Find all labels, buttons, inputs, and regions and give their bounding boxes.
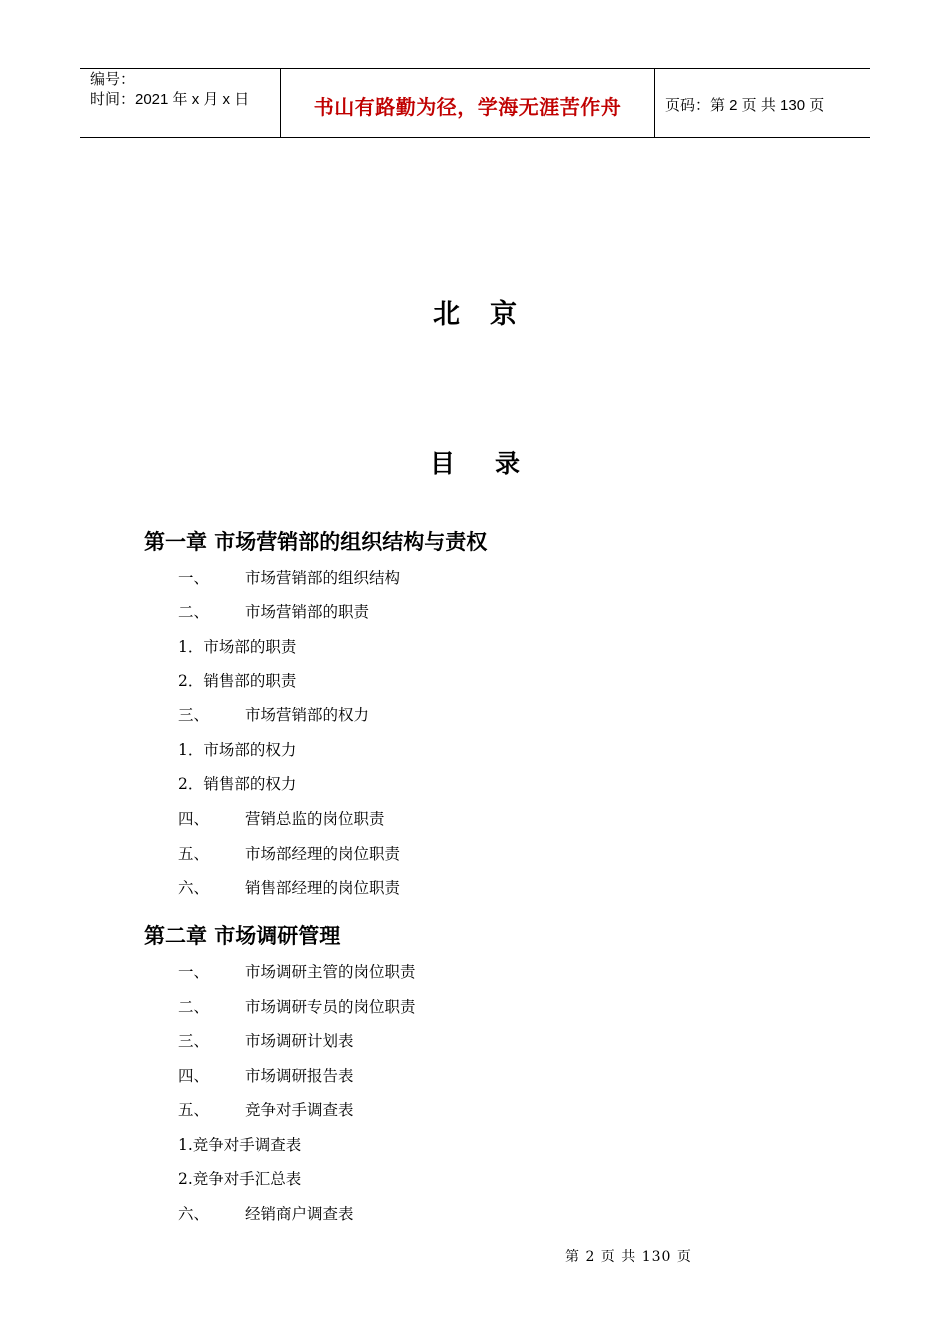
document-number-label: 编号： [90, 71, 136, 88]
toc-item-text: 市场调研主管的岗位职责 [245, 963, 416, 981]
toc-item-number: 四、 [178, 1067, 210, 1085]
header-motto-cell [281, 69, 655, 137]
header-page-info: 页码：第 2 页 共 130 页 [665, 97, 825, 114]
toc-item-text: 营销总监的岗位职责 [245, 810, 385, 828]
toc-subitem-text: 2．销售部的职责 [178, 672, 297, 690]
toc-item-text: 竞争对手调查表 [245, 1101, 354, 1119]
motto-text: 书山有路勤为径，学海无涯苦作舟 [313, 95, 622, 119]
page-footer: 第 2 页 共 130 页 [565, 1249, 692, 1265]
toc-item-text: 市场营销部的职责 [245, 603, 370, 621]
toc-subitem-text: 2.竞争对手汇总表 [178, 1170, 302, 1188]
document-date-label: 时间：2021 年 x 月 x 日 [90, 91, 250, 108]
toc-item-text: 市场调研报告表 [245, 1067, 354, 1085]
toc-subitem-text: 1．市场部的职责 [178, 638, 297, 656]
toc-title: 目录 [429, 449, 560, 478]
toc-item-number: 六、 [178, 1205, 210, 1223]
toc-item-number: 一、 [178, 963, 210, 981]
toc-item-text: 市场部经理的岗位职责 [245, 845, 401, 863]
toc-item-number: 五、 [178, 1101, 210, 1119]
toc-item-text: 市场营销部的权力 [245, 706, 370, 724]
toc-item-number: 三、 [178, 1032, 210, 1050]
toc-item-number: 三、 [178, 706, 210, 724]
toc-item-number: 五、 [178, 845, 210, 863]
header-page-cell [655, 69, 870, 137]
toc-item-number: 四、 [178, 810, 210, 828]
city-title: 北京 [433, 299, 547, 330]
toc-subitem-text: 1.竞争对手调查表 [178, 1136, 302, 1154]
toc-item-text: 市场调研专员的岗位职责 [245, 998, 416, 1016]
chapter-2-title: 第二章 市场调研管理 [144, 924, 341, 948]
toc-item-text: 市场营销部的组织结构 [245, 569, 401, 587]
toc-item-number: 六、 [178, 879, 210, 897]
toc-item-text: 市场调研计划表 [245, 1032, 354, 1050]
header-table [80, 68, 870, 138]
header-meta-cell [80, 69, 281, 137]
chapter-1-title: 第一章 市场营销部的组织结构与责权 [144, 530, 488, 554]
toc-item-text: 经销商户调查表 [245, 1205, 354, 1223]
toc-subitem-text: 2．销售部的权力 [178, 775, 297, 793]
toc-item-number: 二、 [178, 603, 210, 621]
toc-item-text: 销售部经理的岗位职责 [245, 879, 401, 897]
toc-item-number: 一、 [178, 569, 210, 587]
toc-subitem-text: 1．市场部的权力 [178, 741, 297, 759]
toc-item-number: 二、 [178, 998, 210, 1016]
